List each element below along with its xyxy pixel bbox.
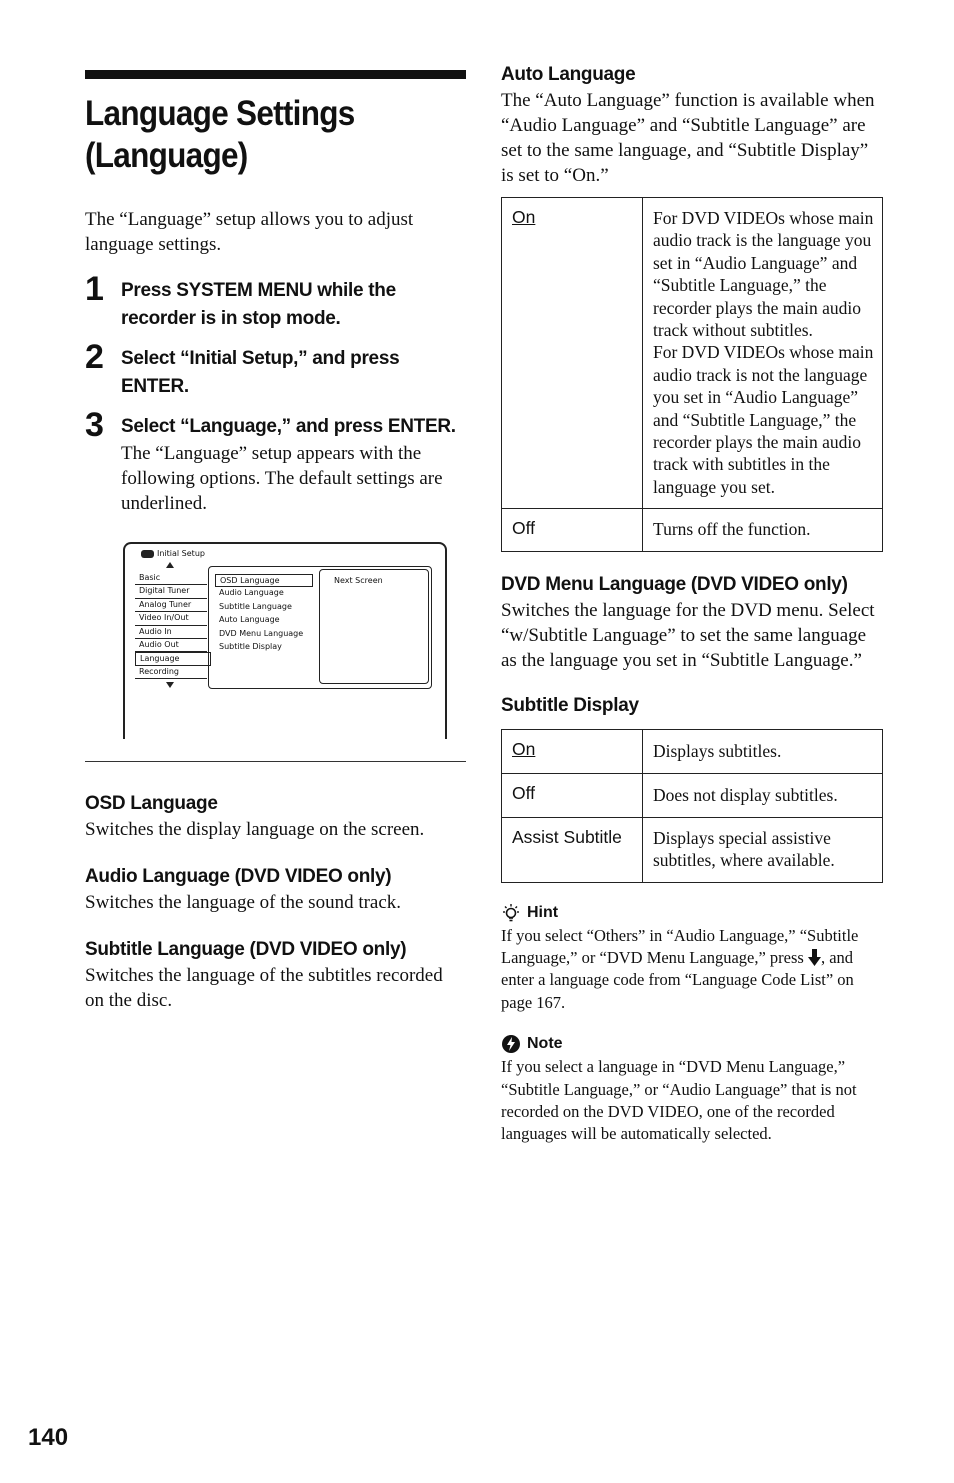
- hint-text-before: If you select “Others” in “Audio Language,” “Subtitle Language,” or “DVD Menu Language,” press: [501, 925, 859, 967]
- submenu-panel: [319, 569, 429, 684]
- option-name: [502, 198, 643, 509]
- subtitle-display-table: [501, 729, 883, 883]
- option-label: Off: [512, 782, 536, 803]
- step-text: Select “Language,” and press ENTER.: [121, 416, 456, 437]
- note-icon: [501, 1034, 521, 1054]
- table-row: [502, 729, 883, 773]
- section-body: Switches the language of the subtitles recorded on the disc.: [85, 965, 443, 1011]
- dvd-menu-language-section: [501, 572, 883, 673]
- setup-header-label: Initial Setup: [157, 549, 205, 558]
- subtitle-display-section: [501, 693, 883, 719]
- option-description: [643, 729, 883, 773]
- hint-label: Hint: [527, 903, 559, 921]
- step-1: [85, 270, 466, 333]
- page-title: Language Settings (Language): [85, 94, 355, 175]
- description-text: For DVD VIDEOs whose main audio track is not the language you set in “Audio Language” and “Subtitle Language,” the recorder plays the main audio track with subtitles in the language you set.: [653, 342, 874, 497]
- option-item: Audio Language: [219, 588, 284, 598]
- hint-box: [501, 903, 883, 1015]
- right-column: [501, 62, 883, 1146]
- option-item: Auto Language: [219, 615, 280, 625]
- down-arrow-icon: [808, 949, 821, 966]
- hint-text-after: , and enter a language code from “Language Code List” on page 167.: [501, 947, 854, 1012]
- subtitle-language-section: [85, 937, 466, 1013]
- toolbox-icon: [141, 550, 154, 558]
- option-label: Assist Subtitle: [512, 826, 622, 847]
- section-body: The “Auto Language” function is available when “Audio Language” and “Subtitle Language” are set to the same language, and “Subtitle Display” is set to “On.”: [501, 90, 875, 186]
- category-item: Recording: [135, 666, 207, 679]
- table-row: [502, 817, 883, 882]
- section-heading: Auto Language: [501, 64, 636, 85]
- section-body: Switches the language for the DVD menu. Select “w/Subtitle Language” to set the same language as the language you set in “Subtitle Language.”: [501, 599, 875, 671]
- section-heading: Audio Language (DVD VIDEO only): [85, 866, 392, 887]
- category-item: Audio Out: [135, 639, 207, 652]
- option-list: [215, 574, 313, 654]
- section-divider: [85, 761, 466, 762]
- description-text: For DVD VIDEOs whose main audio track is the language you set in “Audio Language” and “Subtitle Language,” the recorder plays the main audio track without subtitles.: [653, 208, 874, 341]
- option-description: [643, 817, 883, 882]
- description-text: Turns off the function.: [653, 519, 811, 540]
- hint-text: [501, 925, 883, 1015]
- step-number: 2: [85, 338, 104, 376]
- option-label-default: On: [512, 738, 536, 759]
- category-item: Basic: [135, 572, 207, 585]
- section-body: Switches the display language on the screen.: [85, 819, 425, 840]
- description-text: Displays special assistive subtitles, where available.: [653, 827, 835, 871]
- audio-language-section: [85, 864, 466, 915]
- option-item: Subtitle Display: [219, 641, 282, 651]
- page-number: 140: [28, 1424, 69, 1451]
- category-item-selected: Language: [135, 652, 211, 665]
- title-rule: [85, 70, 466, 79]
- option-item: DVD Menu Language: [219, 628, 304, 638]
- step-text: Press SYSTEM MENU while the recorder is in stop mode.: [121, 280, 396, 329]
- option-item-selected: OSD Language: [215, 574, 313, 587]
- option-name: [502, 773, 643, 817]
- setup-screen-illustration: [123, 542, 447, 739]
- scroll-up-icon: [166, 562, 174, 568]
- option-label: Off: [512, 518, 536, 539]
- option-description: [643, 198, 883, 509]
- category-item: Digital Tuner: [135, 585, 207, 598]
- category-item: Analog Tuner: [135, 599, 207, 612]
- table-row: [502, 198, 883, 509]
- option-description: [643, 773, 883, 817]
- option-item: Subtitle Language: [219, 601, 292, 611]
- section-heading: Subtitle Language (DVD VIDEO only): [85, 939, 407, 960]
- intro-text: The “Language” setup allows you to adjust language settings.: [85, 209, 414, 255]
- category-list: [135, 572, 207, 679]
- setup-header: [141, 549, 205, 558]
- note-label: Note: [527, 1035, 563, 1053]
- hint-heading: [501, 903, 883, 923]
- section-heading: Subtitle Display: [501, 694, 639, 716]
- auto-language-section: [501, 62, 883, 188]
- section-body: Switches the language of the sound track.: [85, 892, 402, 913]
- auto-language-table: [501, 197, 883, 552]
- category-item: Video In/Out: [135, 612, 207, 625]
- step-body: The “Language” setup appears with the following options. The default settings are underlined.: [121, 443, 443, 514]
- step-3: [85, 406, 466, 516]
- note-heading: [501, 1034, 883, 1054]
- scroll-down-icon: [166, 682, 174, 688]
- osd-language-section: [85, 791, 466, 842]
- submenu-label: Next Screen: [334, 576, 383, 585]
- table-row: [502, 773, 883, 817]
- step-number: 3: [85, 406, 104, 444]
- option-name: [502, 817, 643, 882]
- step-2: [85, 338, 466, 401]
- lightbulb-icon: [501, 903, 521, 923]
- option-name: [502, 509, 643, 551]
- description-text: Does not display subtitles.: [653, 784, 838, 805]
- option-description: [643, 509, 883, 551]
- description-text: Displays subtitles.: [653, 740, 782, 761]
- option-label-default: On: [512, 207, 536, 227]
- options-panel: [208, 566, 432, 689]
- note-text: If you select a language in “DVD Menu Language,” “Subtitle Language,” or “Audio Language” that is not recorded on the DVD VIDEO, one of the recorded languages will be automatically selected.: [501, 1057, 857, 1144]
- table-row: [502, 509, 883, 551]
- note-box: [501, 1034, 883, 1146]
- section-heading: DVD Menu Language (DVD VIDEO only): [501, 573, 848, 595]
- option-name: [502, 729, 643, 773]
- left-column: [85, 70, 466, 1013]
- step-text: Select “Initial Setup,” and press ENTER.: [121, 348, 400, 397]
- step-number: 1: [85, 270, 104, 308]
- category-item: Audio In: [135, 626, 207, 639]
- section-heading: OSD Language: [85, 793, 218, 814]
